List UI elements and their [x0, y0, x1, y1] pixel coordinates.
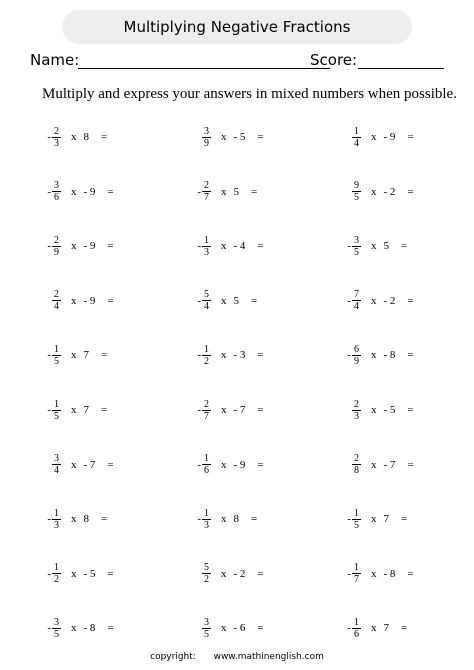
fraction: [202, 562, 211, 585]
multiplier: 5: [383, 240, 389, 253]
numerator: 2: [354, 398, 359, 410]
numerator: 3: [354, 234, 359, 246]
multiplier: 7: [83, 349, 89, 362]
denominator: 2: [204, 355, 209, 367]
denominator: 7: [204, 192, 209, 204]
equals-sign: =: [401, 240, 408, 253]
multiplier: - 7: [383, 458, 396, 471]
multiply-sign: x: [71, 185, 77, 198]
numerator: 1: [204, 343, 209, 355]
fraction: [52, 399, 61, 422]
denominator: 5: [354, 519, 359, 531]
numerator: 2: [54, 234, 59, 246]
denominator: 4: [54, 301, 59, 313]
numerator: 1: [354, 562, 359, 574]
denominator: 9: [204, 137, 209, 149]
fraction-sign: -: [347, 240, 351, 253]
problem-1: [45, 122, 107, 152]
denominator: 8: [354, 465, 359, 477]
multiply-sign: x: [221, 185, 227, 198]
multiply-sign: x: [71, 294, 77, 307]
numerator: 2: [204, 398, 209, 410]
equals-sign: =: [257, 240, 264, 253]
numerator: 1: [354, 125, 359, 137]
problem-29: [195, 613, 264, 643]
multiply-sign: x: [221, 404, 227, 416]
multiply-sign: x: [71, 131, 77, 143]
fraction-sign: -: [47, 131, 51, 143]
fraction-sign: -: [47, 240, 51, 253]
multiplier: - 5: [383, 404, 396, 416]
problem-7: [45, 231, 114, 261]
multiply-sign: x: [371, 404, 377, 416]
multiply-sign: x: [221, 294, 227, 307]
equals-sign: =: [257, 567, 264, 580]
fraction-sign: -: [47, 185, 51, 198]
fraction: [202, 399, 211, 422]
denominator: 4: [354, 301, 359, 313]
fraction-sign: -: [47, 404, 51, 416]
multiplier: - 7: [83, 458, 96, 471]
problem-25: [45, 559, 114, 589]
fraction: [52, 289, 61, 312]
fraction: [202, 235, 211, 258]
problem-27: [345, 559, 414, 589]
denominator: 2: [54, 574, 59, 586]
fraction: [52, 617, 61, 640]
denominator: 3: [204, 246, 209, 258]
multiply-sign: x: [371, 567, 377, 580]
multiplier: 7: [383, 622, 389, 635]
numerator: 3: [54, 616, 59, 628]
fraction: [352, 344, 361, 367]
multiplier: - 9: [83, 294, 96, 307]
website-link[interactable]: www.mathinenglish.com: [213, 652, 324, 662]
multiply-sign: x: [221, 513, 227, 526]
fraction-sign: -: [347, 294, 351, 307]
fraction-sign: -: [47, 622, 51, 635]
fraction: [352, 180, 361, 203]
equals-sign: =: [257, 622, 264, 635]
denominator: 7: [354, 574, 359, 586]
fraction: [352, 453, 361, 476]
multiply-sign: x: [371, 513, 377, 526]
equals-sign: =: [401, 513, 408, 526]
numerator: 5: [204, 289, 209, 301]
fraction: [52, 344, 61, 367]
equals-sign: =: [107, 240, 114, 253]
denominator: 3: [204, 519, 209, 531]
equals-sign: =: [257, 404, 264, 416]
multiplier: - 4: [233, 240, 246, 253]
equals-sign: =: [401, 622, 408, 635]
numerator: 3: [54, 180, 59, 192]
problem-16: [45, 395, 107, 425]
equals-sign: =: [407, 349, 414, 362]
equals-sign: =: [407, 404, 414, 416]
multiply-sign: x: [371, 622, 377, 635]
numerator: 2: [204, 180, 209, 192]
problem-15: [345, 340, 414, 370]
equals-sign: =: [107, 458, 114, 471]
denominator: 6: [354, 628, 359, 640]
problem-10: [45, 286, 114, 316]
multiplier: - 5: [83, 567, 96, 580]
equals-sign: =: [257, 458, 264, 471]
denominator: 4: [54, 465, 59, 477]
equals-sign: =: [251, 513, 258, 526]
worksheet-title: Multiplying Negative Fractions: [62, 10, 412, 44]
problem-11: [195, 286, 257, 316]
fraction: [352, 562, 361, 585]
fraction: [52, 508, 61, 531]
denominator: 9: [354, 355, 359, 367]
fraction-sign: -: [347, 349, 351, 362]
multiplier: - 2: [233, 567, 246, 580]
fraction-sign: -: [47, 567, 51, 580]
score-label: Score:: [310, 51, 358, 69]
denominator: 5: [354, 192, 359, 204]
multiplier: 5: [233, 185, 239, 198]
denominator: 3: [54, 519, 59, 531]
problem-17: [195, 395, 264, 425]
equals-sign: =: [407, 131, 414, 143]
denominator: 2: [204, 574, 209, 586]
fraction-sign: -: [197, 294, 201, 307]
problem-22: [45, 504, 107, 534]
multiply-sign: x: [221, 458, 227, 471]
numerator: 7: [354, 289, 359, 301]
problem-3: [345, 122, 414, 152]
multiply-sign: x: [71, 240, 77, 253]
fraction: [202, 453, 211, 476]
numerator: 1: [54, 507, 59, 519]
multiply-sign: x: [221, 349, 227, 362]
multiplier: - 7: [233, 404, 246, 416]
fraction: [202, 508, 211, 531]
multiplier: 5: [233, 294, 239, 307]
problem-5: [195, 177, 257, 207]
fraction: [52, 180, 61, 203]
numerator: 6: [354, 343, 359, 355]
denominator: 4: [204, 301, 209, 313]
multiply-sign: x: [71, 513, 77, 526]
numerator: 1: [204, 507, 209, 519]
problem-28: [45, 613, 114, 643]
fraction: [52, 126, 61, 149]
multiplier: - 3: [233, 349, 246, 362]
multiplier: - 8: [383, 567, 396, 580]
problem-4: [45, 177, 114, 207]
equals-sign: =: [107, 567, 114, 580]
multiply-sign: x: [371, 240, 377, 253]
multiplier: - 5: [233, 131, 246, 143]
problem-24: [345, 504, 407, 534]
denominator: 5: [54, 355, 59, 367]
instructions: Multiply and express your answers in mixed numbers when possible.: [42, 86, 457, 102]
equals-sign: =: [251, 185, 258, 198]
denominator: 3: [54, 137, 59, 149]
denominator: 6: [204, 465, 209, 477]
multiplier: 8: [83, 131, 89, 143]
multiply-sign: x: [71, 349, 77, 362]
problem-23: [195, 504, 257, 534]
equals-sign: =: [407, 185, 414, 198]
denominator: 5: [54, 628, 59, 640]
equals-sign: =: [101, 513, 108, 526]
multiplier: 7: [83, 404, 89, 416]
fraction: [202, 126, 211, 149]
denominator: 7: [204, 410, 209, 422]
multiplier: 8: [83, 513, 89, 526]
denominator: 6: [54, 192, 59, 204]
numerator: 1: [204, 453, 209, 465]
equals-sign: =: [251, 294, 258, 307]
multiply-sign: x: [221, 567, 227, 580]
multiply-sign: x: [71, 567, 77, 580]
multiplier: - 8: [383, 349, 396, 362]
fraction: [52, 562, 61, 585]
problem-26: [195, 559, 264, 589]
equals-sign: =: [101, 131, 108, 143]
denominator: 5: [204, 628, 209, 640]
multiplier: - 9: [83, 185, 96, 198]
multiply-sign: x: [221, 131, 227, 143]
equals-sign: =: [107, 294, 114, 307]
problem-6: [345, 177, 414, 207]
multiplier: 8: [233, 513, 239, 526]
numerator: 9: [354, 180, 359, 192]
fraction-sign: -: [197, 349, 201, 362]
multiply-sign: x: [221, 240, 227, 253]
equals-sign: =: [407, 567, 414, 580]
fraction-sign: -: [47, 513, 51, 526]
multiplier: - 9: [233, 458, 246, 471]
fraction: [352, 617, 361, 640]
denominator: 5: [54, 410, 59, 422]
equals-sign: =: [257, 131, 264, 143]
multiplier: - 8: [83, 622, 96, 635]
fraction: [352, 508, 361, 531]
equals-sign: =: [107, 622, 114, 635]
multiplier: - 9: [383, 131, 396, 143]
fraction-sign: -: [347, 567, 351, 580]
multiply-sign: x: [71, 458, 77, 471]
fraction: [52, 453, 61, 476]
numerator: 2: [354, 453, 359, 465]
fraction-sign: -: [197, 404, 201, 416]
problem-9: [345, 231, 407, 261]
numerator: 1: [354, 616, 359, 628]
fraction: [202, 344, 211, 367]
numerator: 1: [204, 234, 209, 246]
fraction: [202, 180, 211, 203]
multiply-sign: x: [371, 131, 377, 143]
numerator: 1: [54, 398, 59, 410]
equals-sign: =: [107, 185, 114, 198]
copyright-label: copyright:: [150, 652, 196, 662]
equals-sign: =: [257, 349, 264, 362]
fraction: [202, 617, 211, 640]
fraction: [202, 289, 211, 312]
problem-30: [345, 613, 407, 643]
problem-13: [45, 340, 107, 370]
denominator: 5: [354, 246, 359, 258]
problem-21: [345, 450, 414, 480]
fraction: [352, 399, 361, 422]
equals-sign: =: [407, 294, 414, 307]
fraction: [352, 289, 361, 312]
problem-20: [195, 450, 264, 480]
numerator: 3: [204, 616, 209, 628]
denominator: 3: [354, 410, 359, 422]
multiply-sign: x: [221, 622, 227, 635]
multiplier: - 2: [383, 185, 396, 198]
fraction-sign: -: [197, 458, 201, 471]
problem-2: [195, 122, 264, 152]
numerator: 2: [54, 289, 59, 301]
multiply-sign: x: [71, 622, 77, 635]
numerator: 2: [54, 125, 59, 137]
footer: [0, 652, 474, 662]
fraction-sign: -: [47, 349, 51, 362]
multiply-sign: x: [71, 404, 77, 416]
numerator: 5: [204, 562, 209, 574]
equals-sign: =: [101, 404, 108, 416]
fraction-sign: -: [197, 513, 201, 526]
numerator: 1: [54, 343, 59, 355]
multiply-sign: x: [371, 349, 377, 362]
numerator: 1: [354, 507, 359, 519]
denominator: 9: [54, 246, 59, 258]
denominator: 4: [354, 137, 359, 149]
problem-12: [345, 286, 414, 316]
multiplier: - 2: [383, 294, 396, 307]
fraction: [352, 126, 361, 149]
multiplier: - 9: [83, 240, 96, 253]
numerator: 1: [54, 562, 59, 574]
fraction: [352, 235, 361, 258]
equals-sign: =: [407, 458, 414, 471]
equals-sign: =: [101, 349, 108, 362]
multiply-sign: x: [371, 458, 377, 471]
name-label: Name:: [30, 51, 80, 69]
fraction-sign: -: [197, 240, 201, 253]
fraction-sign: -: [197, 185, 201, 198]
fraction-sign: -: [347, 622, 351, 635]
multiply-sign: x: [371, 185, 377, 198]
problem-14: [195, 340, 264, 370]
problem-8: [195, 231, 264, 261]
multiplier: - 6: [233, 622, 246, 635]
problem-18: [345, 395, 414, 425]
fraction: [52, 235, 61, 258]
multiplier: 7: [383, 513, 389, 526]
numerator: 3: [54, 453, 59, 465]
multiply-sign: x: [371, 294, 377, 307]
problem-19: [45, 450, 114, 480]
fraction-sign: -: [347, 513, 351, 526]
numerator: 3: [204, 125, 209, 137]
